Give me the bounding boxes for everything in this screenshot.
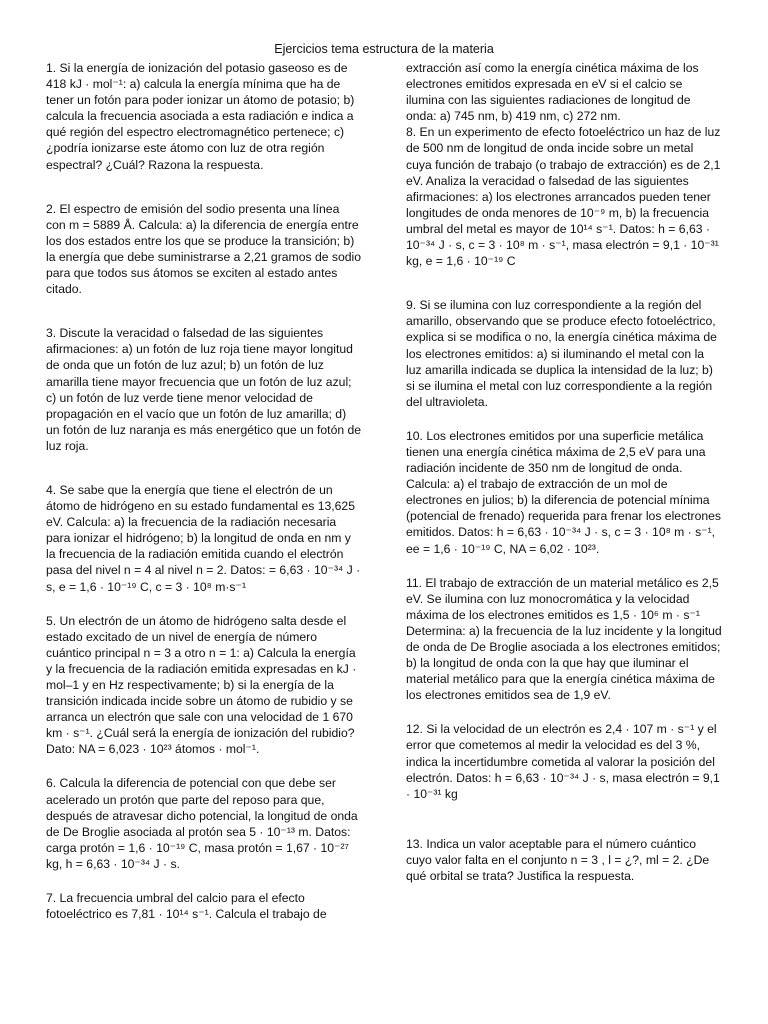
exercise-8: 8. En un experimento de efecto fotoeléctrico un haz de luz de 500 nm de longitud de onda incide sobre un metal cuya función de trabajo (o trabajo de extracción) es de 2,1 eV. Analiza la veracidad o falsedad de las siguientes afirmaciones: a) los electrones arrancados pueden tener longitudes de onda menores de 10⁻⁹ m, b) la frecuencia umbral del metal es mayor de 10¹⁴ s⁻¹. Datos: h = 6,63 · 10⁻³⁴ J · s, c = 3 · 10⁸ m · s⁻¹, masa electrón = 9,1 · 10⁻³¹ kg, e = 1,6 · 10⁻¹⁹ C [406,125,721,269]
exercise-2: 2. El espectro de emisión del sodio presenta una línea con m = 5889 Å. Calcula: a) la diferencia de energía entre los dos estados entre los que se produce la transición; b) la energía que debe suministrarse a 2,21 gramos de sodio para que todos sus átomos se exciten al estado antes citado. [46,201,362,297]
exercise-12: 12. Si la velocidad de un electrón es 2,4 · 107 m · s⁻¹ y el error que cometemos al medir la velocidad es del 3 %, indica la incertidumbre cometida al valorar la posición del electrón. Datos: h = 6,63 · 10⁻³⁴ J · s, masa electrón = 9,1 · 10⁻³¹ kg [406,722,720,801]
exercise-9: 9. Si se ilumina con luz correspondiente a la región del amarillo, observando que se produce efecto fotoeléctrico, explica si se modifica o no, la energía cinética máxima de los electrones emitidos: a) si iluminando el metal con la luz amarilla indicada se duplica la intensidad de la luz; b) si se ilumina el metal con luz correspondiente a la región del ultravioleta. [406,298,717,409]
right-column [406,60,722,884]
exercise-7-end: extracción así como la energía cinética máxima de los electrones emitidos expresada en eV si el calcio se ilumina con las siguientes radiaciones de longitud de onda: a) 745 nm, b) 419 nm, c) 272 nm. [406,61,699,124]
exercise-6: 6. Calcula la diferencia de potencial con que debe ser acelerado un protón que parte del reposo para que, después de atravesar dicho potencial, la longitud de onda de De Broglie asociada al protón sea 5 · 10⁻¹³ m. Datos: carga protón = 1,6 · 10⁻¹⁹ C, masa protón = 1,67 · 10⁻²⁷ kg, h = 6,63 · 10⁻³⁴ J · s. [46,776,358,871]
exercise-7-start: 7. La frecuencia umbral del calcio para el efecto fotoeléctrico es 7,81 · 10¹⁴ s⁻¹. Calcula el trabajo de [46,891,327,922]
exercise-11: 11. El trabajo de extracción de un material metálico es 2,5 eV. Se ilumina con luz monocromática y la velocidad máxima de los electrones emitidos es 1,5 · 10⁶ m · s⁻¹ Determina: a) la frecuencia de la luz incidente y la longitud de onda de De Broglie asociada a los electrones emitidos; b) la longitud de onda con la que hay que iluminar el material metálico para que la energía cinética máxima de los electrones emitidos sea de 1,9 eV. [406,575,722,703]
exercise-5: 5. Un electrón de un átomo de hidrógeno salta desde el estado excitado de un nivel de energía de número cuántico principal n = 3 a otro n = 1: a) Calcula la energía y la frecuencia de la radiación emitida expresadas en kJ · mol–1 y en Hz respectivamente; b) si la energía de la transición indicada incide sobre un átomo de rubidio y se arranca un electrón que sale con una velocidad de 1 670 km · s⁻¹. ¿Cuál será la energía de ionización del rubidio? Dato: NA = 6,023 · 10²³ átomos · mol⁻¹. [46,613,357,757]
exercise-1: 1. Si la energía de ionización del potasio gaseoso es de 418 kJ · mol⁻¹: a) calcula la energía mínima que ha de tener un fotón para poder ionizar un átomo de potasio; b) calcula la frecuencia asociada a esta radiación e indica a qué región del espectro electromagnético pertenece; c) ¿podría ionizarse este átomo con luz de otra región espectral? ¿Cuál? Razona la respuesta. [46,61,355,172]
exercise-4: 4. Se sabe que la energía que tiene el electrón de un átomo de hidrógeno en su estado fundamental es 13,625 eV. Calcula: a) la frecuencia de la radiación necesaria para ionizar el hidrógeno; b) la longitud de onda en nm y la frecuencia de la radiación emitida cuando el electrón pasa del nivel n = 4 al nivel n = 2. Datos: = 6,63 · 10⁻³⁴ J · s, e = 1,6 · 10⁻¹⁹ C, c = 3 · 10⁸ m·s⁻¹ [46,482,361,594]
left-column [46,60,362,922]
exercise-3: 3. Discute la veracidad o falsedad de las siguientes afirmaciones: a) un fotón de luz roja tiene mayor longitud de onda que un fotón de luz azul; b) un fotón de luz amarilla tiene mayor frecuencia que un fotón de luz azul; c) un fotón de luz verde tiene menor velocidad de propagación en el vacío que un fotón de luz amarilla; d) un fotón de luz naranja es más energético que un fotón de luz roja. [46,326,362,453]
exercise-10: 10. Los electrones emitidos por una superficie metálica tienen una energía cinética máxima de 2,5 eV para una radiación incidente de 350 nm de longitud de onda. Calcula: a) el trabajo de extracción de un mol de electrones en julios; b) la diferencia de potencial mínima (potencial de frenado) requerida para frenar los electrones emitidos. Datos: h = 6,63 · 10⁻³⁴ J · s, c = 3 · 10⁸ m · s⁻¹, ee = 1,6 · 10⁻¹⁹ C, NA = 6,02 · 10²³. [406,428,722,556]
exercise-13: 13. Indica un valor aceptable para el número cuántico cuyo valor falta en el conjunto n = 3 , l = ¿?, ml = 2. ¿De qué orbital se trata? Justifica la respuesta. [406,836,710,884]
document-title: Ejercicios tema estructura de la materia [274,42,494,56]
